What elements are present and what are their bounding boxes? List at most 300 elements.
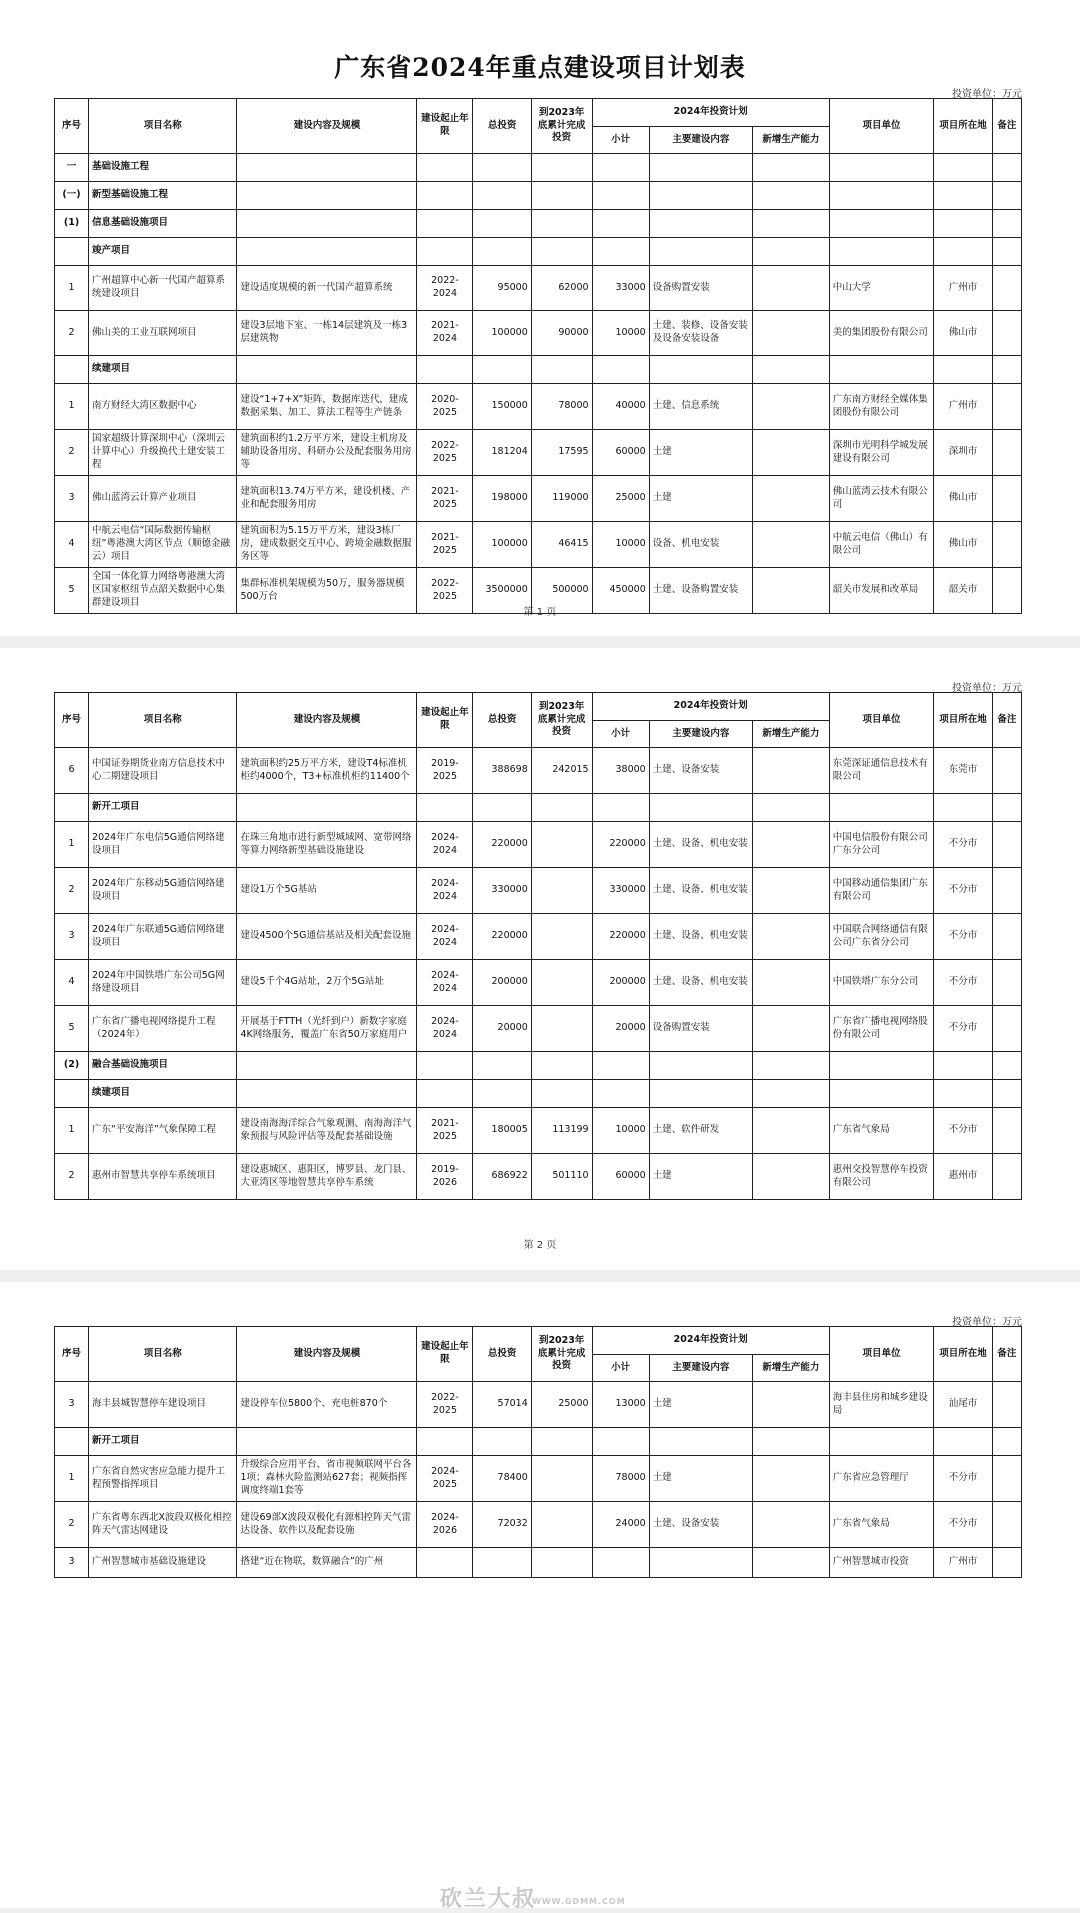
table-row bbox=[55, 476, 1022, 522]
row-content: 建设69部X波段双极化有源相控阵天气雷达设备、软件以及配套设施 bbox=[237, 1502, 417, 1548]
table-row bbox=[55, 1456, 1022, 1502]
subsection-row bbox=[55, 238, 1022, 266]
row-content: 建设1万个5G基站 bbox=[237, 868, 417, 914]
header-plan: 2024年投资计划 bbox=[592, 99, 829, 127]
row-org: 中国移动通信集团广东有限公司 bbox=[829, 868, 934, 914]
row-content: 建筑面积13.74万平方米，建设机楼、产业和配套服务用房 bbox=[237, 476, 417, 522]
row-capacity bbox=[753, 748, 830, 794]
row-main: 设备购置安装 bbox=[649, 1006, 752, 1052]
table-row bbox=[55, 748, 1022, 794]
subsection-label: 新开工项目 bbox=[89, 1428, 237, 1456]
header-content: 建设内容及规模 bbox=[237, 1327, 417, 1382]
row-capacity bbox=[753, 868, 830, 914]
row-org: 广东省气象局 bbox=[829, 1502, 934, 1548]
row-total: 57014 bbox=[473, 1382, 531, 1428]
row-total bbox=[473, 1548, 531, 1578]
row-done: 90000 bbox=[531, 311, 592, 356]
row-capacity bbox=[753, 1006, 830, 1052]
header-period: 建设起止年限 bbox=[417, 99, 473, 154]
row-capacity bbox=[753, 384, 830, 430]
section-label: 融合基础设施项目 bbox=[89, 1052, 237, 1080]
document-page-3 bbox=[0, 1282, 1080, 1908]
row-location: 深圳市 bbox=[934, 430, 992, 476]
row-remark bbox=[992, 1548, 1021, 1578]
header-done: 到2023年底累计完成投资 bbox=[531, 693, 592, 748]
row-subtotal: 38000 bbox=[592, 748, 649, 794]
row-no: 2 bbox=[55, 868, 89, 914]
row-name: 惠州市智慧共享停车系统项目 bbox=[89, 1154, 237, 1200]
header-unit-org: 项目单位 bbox=[829, 693, 934, 748]
row-no: 2 bbox=[55, 430, 89, 476]
row-org: 惠州交投智慧停车投资有限公司 bbox=[829, 1154, 934, 1200]
row-name: 中国证券期货业南方信息技术中心二期建设项目 bbox=[89, 748, 237, 794]
row-period: 2021-2024 bbox=[417, 311, 473, 356]
row-content: 建设南海海洋综合气象观测、南海海洋气象预报与风险评估等及配套基础设施 bbox=[237, 1108, 417, 1154]
header-main: 主要建设内容 bbox=[649, 721, 752, 748]
row-content: 建筑面积约25万平方米，建设T4标准机柜约4000个，T3+标准机柜约11400个 bbox=[237, 748, 417, 794]
row-name: 2024年广东移动5G通信网络建设项目 bbox=[89, 868, 237, 914]
row-no: 2 bbox=[55, 1502, 89, 1548]
table-row bbox=[55, 960, 1022, 1006]
section-row bbox=[55, 1052, 1022, 1080]
row-done: 113199 bbox=[531, 1108, 592, 1154]
row-location: 汕尾市 bbox=[934, 1382, 992, 1428]
row-done: 25000 bbox=[531, 1382, 592, 1428]
row-org: 中国铁塔广东分公司 bbox=[829, 960, 934, 1006]
row-total: 72032 bbox=[473, 1502, 531, 1548]
row-no: 1 bbox=[55, 822, 89, 868]
row-no: 1 bbox=[55, 1108, 89, 1154]
row-no: 1 bbox=[55, 266, 89, 311]
section-row bbox=[55, 210, 1022, 238]
row-total: 20000 bbox=[473, 1006, 531, 1052]
subsection-row bbox=[55, 1428, 1022, 1456]
table-row bbox=[55, 1154, 1022, 1200]
row-name: 全国一体化算力网络粤港澳大湾区国家枢纽节点韶关数据中心集群建设项目 bbox=[89, 568, 237, 614]
row-org: 中国联合网络通信有限公司广东省分公司 bbox=[829, 914, 934, 960]
row-capacity bbox=[753, 311, 830, 356]
row-period: 2024-2024 bbox=[417, 822, 473, 868]
row-main: 设备、机电安装 bbox=[649, 522, 752, 568]
header-remark: 备注 bbox=[992, 693, 1021, 748]
row-org: 东莞深证通信息技术有限公司 bbox=[829, 748, 934, 794]
unit-note: 投资单位：万元 bbox=[952, 683, 1022, 694]
row-no: 2 bbox=[55, 311, 89, 356]
row-capacity bbox=[753, 430, 830, 476]
row-org: 海丰县住房和城乡建设局 bbox=[829, 1382, 934, 1428]
section-label: 基础设施工程 bbox=[89, 154, 237, 182]
row-location: 广州市 bbox=[934, 1548, 992, 1578]
header-capacity: 新增生产能力 bbox=[753, 721, 830, 748]
table-row bbox=[55, 914, 1022, 960]
row-remark bbox=[992, 1382, 1021, 1428]
row-name: 广东省自然灾害应急能力提升工程预警指挥项目 bbox=[89, 1456, 237, 1502]
row-remark bbox=[992, 1502, 1021, 1548]
plan-table bbox=[54, 98, 1022, 614]
row-period: 2022-2024 bbox=[417, 266, 473, 311]
row-subtotal: 20000 bbox=[592, 1006, 649, 1052]
row-capacity bbox=[753, 1108, 830, 1154]
row-location: 惠州市 bbox=[934, 1154, 992, 1200]
row-capacity bbox=[753, 476, 830, 522]
row-total: 220000 bbox=[473, 914, 531, 960]
row-period: 2024-2024 bbox=[417, 914, 473, 960]
row-name: 中航云电信“国际数据传输枢纽”粤港澳大湾区节点（顺德金融云）项目 bbox=[89, 522, 237, 568]
row-location: 不分市 bbox=[934, 1456, 992, 1502]
section-row bbox=[55, 182, 1022, 210]
row-subtotal: 200000 bbox=[592, 960, 649, 1006]
header-done: 到2023年底累计完成投资 bbox=[531, 99, 592, 154]
table-row bbox=[55, 311, 1022, 356]
row-capacity bbox=[753, 914, 830, 960]
row-main: 设备购置安装 bbox=[649, 266, 752, 311]
row-done bbox=[531, 1502, 592, 1548]
row-done bbox=[531, 1548, 592, 1578]
subsection-row bbox=[55, 794, 1022, 822]
table-row bbox=[55, 1006, 1022, 1052]
row-period: 2024-2024 bbox=[417, 868, 473, 914]
subsection-label: 竣产项目 bbox=[89, 238, 237, 266]
row-done: 62000 bbox=[531, 266, 592, 311]
row-location: 广州市 bbox=[934, 384, 992, 430]
row-location: 韶关市 bbox=[934, 568, 992, 614]
header-location: 项目所在地 bbox=[934, 1327, 992, 1382]
row-main: 土建、设备、机电安装 bbox=[649, 960, 752, 1006]
header-subtotal: 小计 bbox=[592, 127, 649, 154]
row-subtotal: 78000 bbox=[592, 1456, 649, 1502]
section-label: 新型基础设施工程 bbox=[89, 182, 237, 210]
header-period: 建设起止年限 bbox=[417, 693, 473, 748]
row-remark bbox=[992, 476, 1021, 522]
row-done: 500000 bbox=[531, 568, 592, 614]
row-name: 佛山蓝湾云计算产业项目 bbox=[89, 476, 237, 522]
row-org: 广东省气象局 bbox=[829, 1108, 934, 1154]
row-subtotal bbox=[592, 1548, 649, 1578]
row-org: 广东省广播电视网络股份有限公司 bbox=[829, 1006, 934, 1052]
row-location: 不分市 bbox=[934, 1502, 992, 1548]
row-period: 2024-2024 bbox=[417, 1006, 473, 1052]
row-total: 95000 bbox=[473, 266, 531, 311]
row-no: 2 bbox=[55, 1154, 89, 1200]
row-remark bbox=[992, 822, 1021, 868]
row-no: 3 bbox=[55, 1382, 89, 1428]
row-name: 广州超算中心新一代国产超算系统建设项目 bbox=[89, 266, 237, 311]
row-name: 2024年广东电信5G通信网络建设项目 bbox=[89, 822, 237, 868]
header-capacity: 新增生产能力 bbox=[753, 1355, 830, 1382]
row-name: 国家超级计算深圳中心（深圳云计算中心）升级换代土建安装工程 bbox=[89, 430, 237, 476]
row-name: 广东省粤东西北X波段双极化相控阵天气雷达网建设 bbox=[89, 1502, 237, 1548]
row-name: 广东省广播电视网络提升工程（2024年） bbox=[89, 1006, 237, 1052]
row-total: 330000 bbox=[473, 868, 531, 914]
row-location: 不分市 bbox=[934, 1108, 992, 1154]
header-name: 项目名称 bbox=[89, 99, 237, 154]
row-name: 海丰县城智慧停车建设项目 bbox=[89, 1382, 237, 1428]
row-location: 不分市 bbox=[934, 960, 992, 1006]
row-name: 南方财经大湾区数据中心 bbox=[89, 384, 237, 430]
row-subtotal: 60000 bbox=[592, 430, 649, 476]
row-period: 2024-2025 bbox=[417, 1456, 473, 1502]
row-main: 土建、装修、设备安装及设备安装设备 bbox=[649, 311, 752, 356]
row-total: 686922 bbox=[473, 1154, 531, 1200]
subsection-row bbox=[55, 356, 1022, 384]
row-main: 土建、软件研发 bbox=[649, 1108, 752, 1154]
row-done bbox=[531, 822, 592, 868]
row-total: 198000 bbox=[473, 476, 531, 522]
row-done bbox=[531, 914, 592, 960]
row-period: 2019-2025 bbox=[417, 748, 473, 794]
row-no: 1 bbox=[55, 1456, 89, 1502]
row-no: 5 bbox=[55, 568, 89, 614]
header-done: 到2023年底累计完成投资 bbox=[531, 1327, 592, 1382]
row-total: 100000 bbox=[473, 311, 531, 356]
row-subtotal: 220000 bbox=[592, 914, 649, 960]
row-period: 2022-2025 bbox=[417, 568, 473, 614]
row-content: 在珠三角地市进行新型城域网、宽带网络等算力网络新型基础设施建设 bbox=[237, 822, 417, 868]
subsection-label: 续建项目 bbox=[89, 1080, 237, 1108]
header-name: 项目名称 bbox=[89, 693, 237, 748]
row-org: 美的集团股份有限公司 bbox=[829, 311, 934, 356]
row-period: 2022-2025 bbox=[417, 1382, 473, 1428]
row-main bbox=[649, 1548, 752, 1578]
row-subtotal: 25000 bbox=[592, 476, 649, 522]
row-period: 2024-2024 bbox=[417, 960, 473, 1006]
row-period: 2022-2025 bbox=[417, 430, 473, 476]
row-remark bbox=[992, 960, 1021, 1006]
row-subtotal: 450000 bbox=[592, 568, 649, 614]
row-main: 土建、设备购置安装 bbox=[649, 568, 752, 614]
row-capacity bbox=[753, 960, 830, 1006]
table-row bbox=[55, 430, 1022, 476]
table-row bbox=[55, 522, 1022, 568]
header-name: 项目名称 bbox=[89, 1327, 237, 1382]
row-done: 17595 bbox=[531, 430, 592, 476]
row-main: 土建 bbox=[649, 1456, 752, 1502]
row-remark bbox=[992, 1006, 1021, 1052]
row-remark bbox=[992, 311, 1021, 356]
row-name: 广东“平安海洋”气象保障工程 bbox=[89, 1108, 237, 1154]
row-org: 广东南方财经全媒体集团股份有限公司 bbox=[829, 384, 934, 430]
header-plan: 2024年投资计划 bbox=[592, 1327, 829, 1355]
row-done: 119000 bbox=[531, 476, 592, 522]
header-total: 总投资 bbox=[473, 693, 531, 748]
section-row bbox=[55, 154, 1022, 182]
table-row bbox=[55, 384, 1022, 430]
row-total: 180005 bbox=[473, 1108, 531, 1154]
row-content: 开展基于FTTH（光纤到户）新数字家庭4K网络服务，覆盖广东省50万家庭用户 bbox=[237, 1006, 417, 1052]
row-remark bbox=[992, 384, 1021, 430]
row-location: 不分市 bbox=[934, 1006, 992, 1052]
row-period: 2021-2025 bbox=[417, 476, 473, 522]
unit-note: 投资单位：万元 bbox=[952, 89, 1022, 100]
header-content: 建设内容及规模 bbox=[237, 693, 417, 748]
row-remark bbox=[992, 430, 1021, 476]
header-location: 项目所在地 bbox=[934, 99, 992, 154]
row-done bbox=[531, 960, 592, 1006]
row-main: 土建、信息系统 bbox=[649, 384, 752, 430]
header-unit-org: 项目单位 bbox=[829, 99, 934, 154]
row-period: 2020-2025 bbox=[417, 384, 473, 430]
header-plan: 2024年投资计划 bbox=[592, 693, 829, 721]
header-subtotal: 小计 bbox=[592, 721, 649, 748]
row-no: 3 bbox=[55, 914, 89, 960]
unit-note: 投资单位：万元 bbox=[952, 1317, 1022, 1328]
row-main: 土建、设备安装 bbox=[649, 1502, 752, 1548]
row-subtotal: 13000 bbox=[592, 1382, 649, 1428]
header-content: 建设内容及规模 bbox=[237, 99, 417, 154]
row-main: 土建 bbox=[649, 476, 752, 522]
row-content: 建设3层地下室、一栋14层建筑及一栋3层建筑物 bbox=[237, 311, 417, 356]
plan-table bbox=[54, 692, 1022, 1200]
row-total: 200000 bbox=[473, 960, 531, 1006]
row-no: 3 bbox=[55, 1548, 89, 1578]
row-total: 388698 bbox=[473, 748, 531, 794]
header-main: 主要建设内容 bbox=[649, 1355, 752, 1382]
row-location: 佛山市 bbox=[934, 522, 992, 568]
row-content: 建筑面积为5.15万平方米，建设3栋厂房，建成数据交互中心、跨境金融数据服务区等 bbox=[237, 522, 417, 568]
table-row bbox=[55, 266, 1022, 311]
row-total: 3500000 bbox=[473, 568, 531, 614]
row-capacity bbox=[753, 266, 830, 311]
row-content: 集群标准机架规模为50万，服务器规模500万台 bbox=[237, 568, 417, 614]
watermark-url: WWW.GDMM.COM bbox=[532, 1897, 626, 1906]
row-no: 1 bbox=[55, 384, 89, 430]
table-row bbox=[55, 1502, 1022, 1548]
row-total: 78400 bbox=[473, 1456, 531, 1502]
header-no: 序号 bbox=[55, 693, 89, 748]
row-capacity bbox=[753, 1548, 830, 1578]
row-subtotal: 220000 bbox=[592, 822, 649, 868]
watermark-text: 砍兰大叔 bbox=[440, 1887, 537, 1912]
row-capacity bbox=[753, 1456, 830, 1502]
row-total: 150000 bbox=[473, 384, 531, 430]
row-capacity bbox=[753, 1502, 830, 1548]
row-org: 中国电信股份有限公司广东分公司 bbox=[829, 822, 934, 868]
row-done: 242015 bbox=[531, 748, 592, 794]
row-done bbox=[531, 868, 592, 914]
row-period: 2024-2026 bbox=[417, 1502, 473, 1548]
row-remark bbox=[992, 1456, 1021, 1502]
row-name: 2024年广东联通5G通信网络建设项目 bbox=[89, 914, 237, 960]
row-remark bbox=[992, 868, 1021, 914]
row-capacity bbox=[753, 1382, 830, 1428]
header-remark: 备注 bbox=[992, 99, 1021, 154]
row-org: 韶关市发展和改革局 bbox=[829, 568, 934, 614]
row-location: 不分市 bbox=[934, 914, 992, 960]
row-content: 建设4500个5G通信基站及相关配套设施 bbox=[237, 914, 417, 960]
table-row bbox=[55, 868, 1022, 914]
row-org: 广州智慧城市投资 bbox=[829, 1548, 934, 1578]
row-location: 广州市 bbox=[934, 266, 992, 311]
row-no: 4 bbox=[55, 522, 89, 568]
row-org: 中山大学 bbox=[829, 266, 934, 311]
row-period bbox=[417, 1548, 473, 1578]
row-capacity bbox=[753, 822, 830, 868]
row-subtotal: 24000 bbox=[592, 1502, 649, 1548]
row-done bbox=[531, 1006, 592, 1052]
watermark-logo bbox=[440, 1882, 640, 1912]
header-remark: 备注 bbox=[992, 1327, 1021, 1382]
row-done bbox=[531, 1456, 592, 1502]
row-content: 建设5千个4G站址，2万个5G站址 bbox=[237, 960, 417, 1006]
row-capacity bbox=[753, 1154, 830, 1200]
header-total: 总投资 bbox=[473, 99, 531, 154]
page-footer: 第 2 页 bbox=[523, 1240, 557, 1251]
header-location: 项目所在地 bbox=[934, 693, 992, 748]
row-location: 不分市 bbox=[934, 822, 992, 868]
row-total: 100000 bbox=[473, 522, 531, 568]
row-done: 78000 bbox=[531, 384, 592, 430]
page-title: 广东省2024年重点建设项目计划表 bbox=[334, 53, 746, 82]
section-no: (一) bbox=[55, 182, 89, 210]
subsection-label: 续建项目 bbox=[89, 356, 237, 384]
row-main: 土建、设备、机电安装 bbox=[649, 868, 752, 914]
row-remark bbox=[992, 266, 1021, 311]
row-done: 501110 bbox=[531, 1154, 592, 1200]
section-label: 信息基础设施项目 bbox=[89, 210, 237, 238]
row-org: 佛山蓝湾云技术有限公司 bbox=[829, 476, 934, 522]
row-location: 东莞市 bbox=[934, 748, 992, 794]
subsection-label: 新开工项目 bbox=[89, 794, 237, 822]
row-subtotal: 10000 bbox=[592, 1108, 649, 1154]
row-capacity bbox=[753, 522, 830, 568]
row-no: 5 bbox=[55, 1006, 89, 1052]
header-total: 总投资 bbox=[473, 1327, 531, 1382]
row-subtotal: 60000 bbox=[592, 1154, 649, 1200]
row-content: 建设“1+7+X”矩阵，数据库迭代，建成数据采集、加工、算法工程等生产链条 bbox=[237, 384, 417, 430]
table-row bbox=[55, 1108, 1022, 1154]
row-location: 不分市 bbox=[934, 868, 992, 914]
row-org: 广东省应急管理厅 bbox=[829, 1456, 934, 1502]
row-remark bbox=[992, 1108, 1021, 1154]
document-page-2 bbox=[0, 648, 1080, 1270]
row-content: 建设适度规模的新一代国产超算系统 bbox=[237, 266, 417, 311]
table-row bbox=[55, 1548, 1022, 1578]
row-subtotal: 33000 bbox=[592, 266, 649, 311]
row-remark bbox=[992, 1154, 1021, 1200]
document-page-1 bbox=[0, 0, 1080, 636]
row-org: 深圳市光明科学城发展建设有限公司 bbox=[829, 430, 934, 476]
row-main: 土建、设备、机电安装 bbox=[649, 822, 752, 868]
row-content: 建设停车位5800个、充电桩870个 bbox=[237, 1382, 417, 1428]
subsection-row bbox=[55, 1080, 1022, 1108]
row-no: 6 bbox=[55, 748, 89, 794]
page-footer: 第 1 页 bbox=[523, 607, 557, 618]
row-period: 2021-2025 bbox=[417, 522, 473, 568]
table-row bbox=[55, 822, 1022, 868]
row-location: 佛山市 bbox=[934, 476, 992, 522]
row-total: 181204 bbox=[473, 430, 531, 476]
row-remark bbox=[992, 914, 1021, 960]
row-content: 建筑面积约1.2万平方米，建设主机房及辅助设备用房、科研办公及配套服务用房等 bbox=[237, 430, 417, 476]
row-total: 220000 bbox=[473, 822, 531, 868]
row-main: 土建 bbox=[649, 1154, 752, 1200]
header-unit-org: 项目单位 bbox=[829, 1327, 934, 1382]
header-no: 序号 bbox=[55, 1327, 89, 1382]
row-main: 土建、设备、机电安装 bbox=[649, 914, 752, 960]
row-remark bbox=[992, 748, 1021, 794]
header-period: 建设起止年限 bbox=[417, 1327, 473, 1382]
row-subtotal: 40000 bbox=[592, 384, 649, 430]
row-name: 2024年中国铁塔广东公司5G网络建设项目 bbox=[89, 960, 237, 1006]
header-subtotal: 小计 bbox=[592, 1355, 649, 1382]
row-location: 佛山市 bbox=[934, 311, 992, 356]
row-done: 46415 bbox=[531, 522, 592, 568]
section-no: (1) bbox=[55, 210, 89, 238]
section-no: 一 bbox=[55, 154, 89, 182]
row-name: 广州智慧城市基础设施建设 bbox=[89, 1548, 237, 1578]
row-remark bbox=[992, 522, 1021, 568]
header-no: 序号 bbox=[55, 99, 89, 154]
